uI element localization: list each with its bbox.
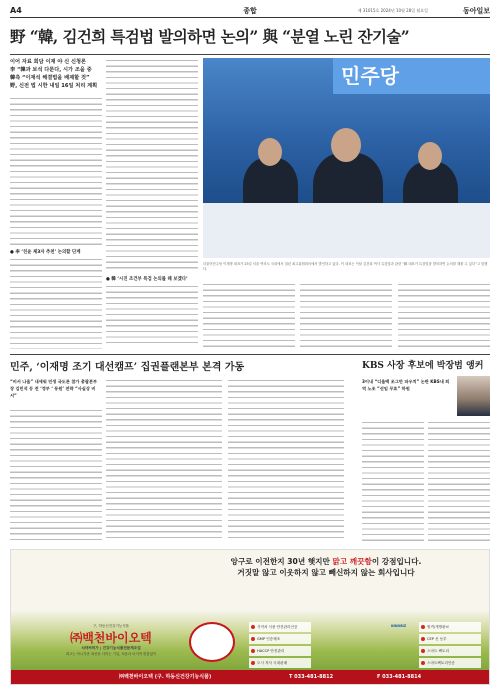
subhead: ● 李 ‘친윤 제3자 추천’ 논의할 단계: [10, 250, 81, 255]
article2-body-col3: [228, 378, 344, 542]
article2-body-col1: [10, 408, 102, 542]
kicker-line: 野, 신전 법 시한 내일 16일 처리 계획: [10, 83, 98, 89]
list-item: HACCP 안전관리: [249, 646, 311, 656]
masthead: [10, 6, 490, 18]
divider: [10, 354, 490, 355]
kicker-line: 이어 자료 회담 이재 야 신 신청론: [10, 59, 86, 65]
photo-caption: 더불어민주당 이재명 대표가 25일 서울 여의도 국회에서 열린 최고위원회의에서 발언하고 있다. 이 대표는 이날 김건희 여사 특검법과 관련 “韓 대표가 특검법을 발의하면 논의를 해볼 수 있다”고 말했다.: [203, 262, 488, 272]
article1-body-col5: [398, 282, 490, 350]
article1-body-col1: [10, 96, 102, 349]
advertisement[interactable]: [10, 549, 490, 685]
list-item: 도시 자사 국내판매: [249, 658, 311, 668]
fax-number: F 033-481-8814: [377, 674, 422, 680]
photo-banner-text: 민주당: [333, 58, 490, 94]
list-item: 스마트 팩토리: [419, 646, 481, 656]
divider: [10, 54, 490, 55]
newspaper-brand: 동아일보: [462, 6, 490, 15]
subhead: ● 韓 ‘시진 조건부 특검 논의를 해 보겠다’: [106, 277, 188, 282]
main-headline[interactable]: 野 “韓, 김건희 특검법 발의하면 논의” 與 “분열 노린 잔기술”: [10, 27, 410, 46]
article2-headline[interactable]: 민주, ‘이재명 조기 대선캠프’ 집권플랜본부 본격 가동: [10, 362, 245, 373]
article3-kicker: 3이내 “디올백 조그만 파우치” 논란 KBS내 퇴역 노조 “선임 무효” 하원: [362, 379, 450, 391]
kicker-line: 李 “韓과 보석 다룬다, 시가 조을 중: [10, 67, 92, 73]
page-number: A4: [10, 6, 22, 15]
section-label: 종합: [243, 7, 257, 15]
portrait-photo: [457, 376, 490, 416]
list-item: CEP 신 동부: [419, 634, 481, 644]
ad-highlight: 맑고 깨끗함: [332, 557, 372, 566]
company-logo: 구, 하동신건강기능식품 ㈜백천바이오텍 식약처허가 | 건강기능식품전문제조업 최고는 아니지만 최선을 다하는 기업, 처음과 마지막 변함없이: [41, 624, 181, 656]
person-head: [258, 138, 282, 166]
ad-footer: ㈜백천바이오텍 (구. 하동신건강기능식품) T 033-481-8812 F 033-481-8814: [11, 670, 489, 684]
news-photo: [203, 58, 490, 258]
article3-headline[interactable]: KBS 사장 후보에 박장범 앵커: [362, 361, 484, 371]
person-head: [418, 142, 442, 170]
phone-number: T 033-481-8812: [289, 674, 334, 680]
article2-body-col2: [106, 378, 222, 542]
kicker-line: 韓측 “이재석 해결법을 배제할 것”: [10, 75, 90, 81]
article1-kicker: [10, 58, 105, 90]
innobiz-logo: INNOBIZ: [391, 624, 407, 628]
person-head: [331, 128, 361, 162]
article3-body-col2: [428, 420, 490, 542]
article2-kicker: “비서 나올” 내세워 민생 국도론 참가 총괄본부장 김민석 등 전 ‘정부 ‘ 동원’ 전략 “사실상 비서”: [10, 379, 98, 398]
company-name: ㈜백천바이오텍: [70, 631, 152, 645]
desk: [203, 203, 490, 258]
article1-body-col3: [203, 282, 295, 350]
ad-slogan: 앙구로 이전한지 30년 햇지만 맑고 깨끗함이 강점입니다. 거짓말 않고 이웃하지 않고 빼신하지 않는 회사입니다: [230, 557, 422, 577]
list-item: GMP 인증제조: [249, 634, 311, 644]
list-item: 식약처 식품 안전관리인증: [249, 622, 311, 632]
list-item: 스마트팩토리인증: [419, 658, 481, 668]
article1-body-col2: [106, 58, 198, 344]
list-item: 합격/개방완료: [419, 622, 481, 632]
certification-badge: [189, 622, 235, 662]
issue-date: 제 31015호 2024년 10월 28일 월요일: [357, 8, 428, 13]
article3-body-col1: [362, 420, 424, 542]
article1-body-col4: [300, 282, 392, 350]
